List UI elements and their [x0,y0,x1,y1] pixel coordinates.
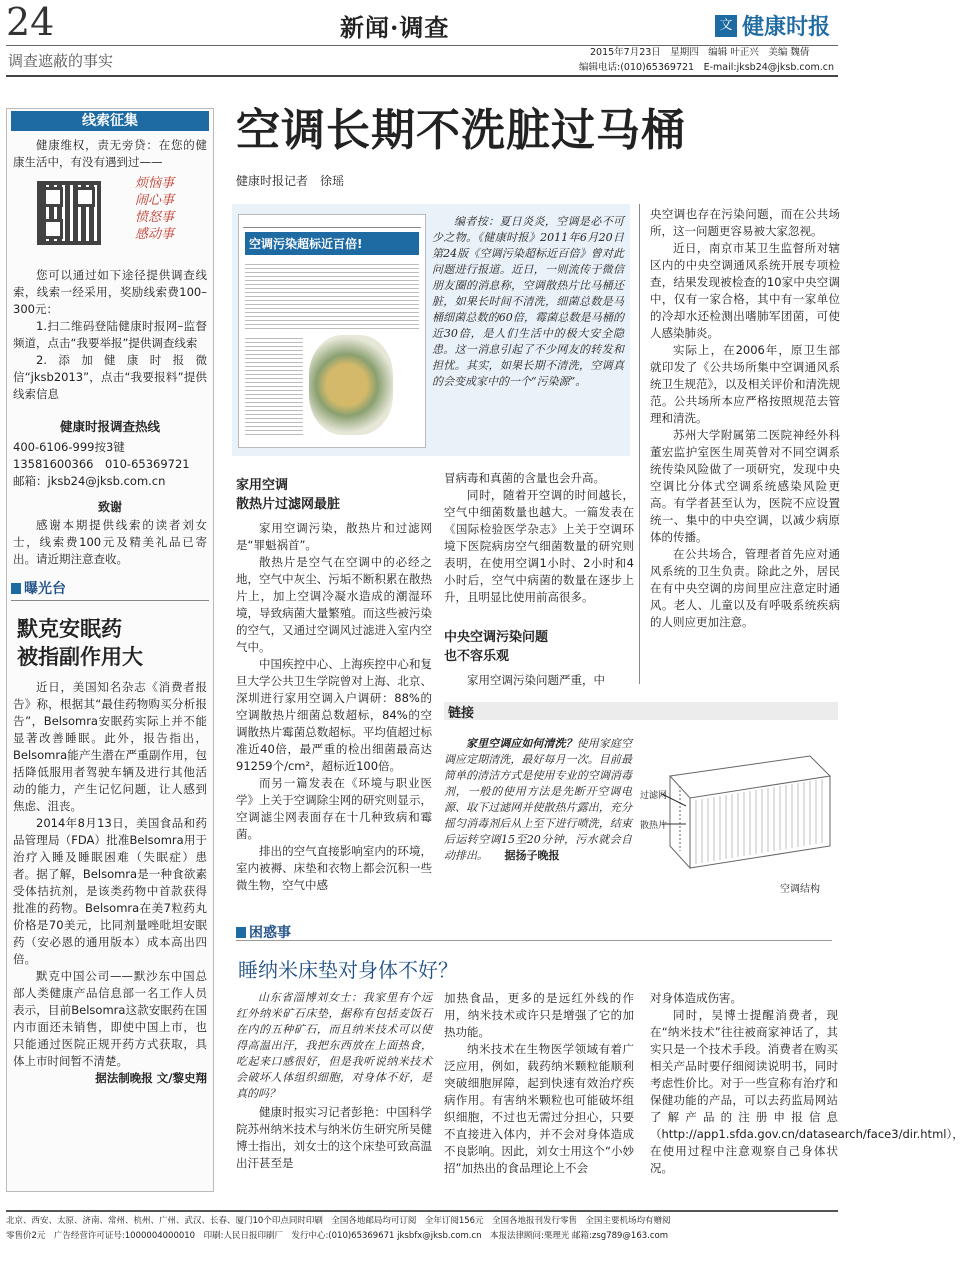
link-label: 链接 [448,706,475,721]
section-square-icon [236,927,246,938]
link-source: 据扬子晚报 [504,849,560,862]
story-paragraph: 同时，随着开空调的时间越长，空气中细菌数量也越大。一篇发表在《国际检验医学杂志》上关于空调环境下医院病房空气细菌数量的研究则表明，在使用空调1小时、2小时和4小时后，空气中病菌的数量在逐步上升，且明显比使用前高很多。 [444,488,634,604]
logo-text: 健康时报 [742,14,831,40]
hotline-phone[interactable]: 400-6106-999按3键 [13,440,125,454]
page-number: 24 [6,0,55,44]
tips-body [13,267,207,403]
puzzle-paragraph: 纳米技术在生物医学领域有着广泛应用，例如，载药纳米颗粒能顺利突破细胞屏障，起到快速有效治疗疾病作用。有害纳米颗粒也可能破坏组织细胞，不过也无需过分担心，只要不直接进入体内，并不会对身体造成不良影响。因此，刘女士用这个“小妙招”加热出的食品理论上不会 [444,1042,634,1175]
fins-pattern [696,779,822,864]
sub-headline-1: 家用空调 散热片过滤网最脏 [236,478,341,512]
diagram-caption: 空调结构 [780,884,820,895]
sidebar [6,108,214,1192]
hotline-title: 健康时报调查热线 [59,419,160,434]
column-divider [639,204,640,684]
sub-headline-2: 中央空调污染问题 也不容乐观 [444,630,549,664]
thanks-title: 致谢 [97,500,122,514]
puzzle-paragraph: 加热食品，更多的是远红外线的作用，纳米技术或许只是增强了它的加热功能。 [444,991,634,1039]
exposure-source: 据法制晚报 文/黎史翔 [95,1071,207,1085]
puzzle-label: 困惑事 [236,922,291,942]
exposure-paragraph: 近日，美国知名杂志《消费者报告》称，根据其“最佳药物购买分析报告”，Belsomra安眠药实际上并不能显著改善睡眠。此外，报告指出，Belsomra能产生潜在严重副作用，包括降低服用者驾驶车辆及进行其他活动的能力，产生记忆问题，让人感到焦虑、沮丧。 [13,680,207,813]
link-text: 家里空调应如何清洗？使用家庭空调应定期清洗，最好每月一次。目前最简单的清洁方式是使用专业的空调消毒剂，一般的使用方法是先断开空调电源、取下过滤网并使散热片露出，充分摇匀消毒剂后从上至下进行喷洗，结束后运转空调15至20分钟，污水就会自动排出。 据扬子晚报 [444,737,633,862]
emotion-item: 闹心事 [135,193,175,208]
puzzle-headline: 睡纳米床垫对身体不好？ [238,958,458,982]
exposure-label: 曝光台 [11,578,209,601]
header-rule-2 [6,75,838,77]
exposure-paragraph: 默克中国公司——默沙东中国总部人类健康产品信息部一名工作人员表示，目前Belsomra这款安眠药在国内市面还未销售，即使中国上市，也只能通过医院正规开药方式获取，具体上市时间暂不清楚。 [13,969,207,1068]
story-paragraph: 苏州大学附属第二医院神经外科董宏监护室医生周英曾对不同空调系统传染风险做了一项研究，发现中央空调比分体式空调系统感染风险更高。有学者甚至认为，医院不应设置统一、集中的中央空调，以减少病原体的传播。 [650,428,840,544]
exposure-paragraph: 2014年8月13日，美国食品和药品管理局（FDA）批准Belsomra用于治疗入睡及睡眠困难（失眠症）患者。据了解，Belsomra是一种食欲素受体拮抗剂，是该类药物中首款获得批准的药物。Belsomra在美7粒药丸价格是70美元，比同剂量唑吡坦安眠药（安必恩的通用版本）成本高出四倍。 [13,816,207,966]
tips-title: 线索征集 [11,111,209,131]
header-rule [6,45,838,46]
footer-line-1: 北京、西安、太原、济南、常州、杭州、广州、武汉、长春、厦门10个印点同时印刷 全国各地邮局均可订阅 全年订阅156元 全国各地报刊发行零售 全国主要机场均有赠阅 [6,1216,671,1226]
thanks-text: 感谢本期提供线索的读者刘女士，线索费100元及精美礼品已寄出。请近期注意查收。 [13,518,207,566]
logo [715,10,830,40]
story-paragraph: 家用空调污染，散热片和过滤网是“罪魁祸首”。 [236,521,432,552]
tips-paragraph: 您可以通过如下途径提供调查线索，线索一经采用，奖励线索费100–300元： [13,268,207,316]
page-subtitle: 调查遮蔽的事实 [8,52,114,70]
editor-note-box [232,204,630,456]
story-paragraph: 排出的空气直接影响室内的环境，室内被褥、床垫和衣物上都会沉积一些微生物，空气中感 [236,844,432,892]
exposure-body [13,679,207,1087]
editor-note: 编者按：夏日炎炎，空调是必不可少之物。《健康时报》2011年6月20日第24版《空调污染超标近百倍》曾对此问题进行报道。近日，一则流传于微信朋友圈的消息称，空调散热片比马桶还脏，如果长时间不清洗，细菌总数是马桶细菌总数的60倍，霉菌总数是马桶的近30倍，是人们生活中的极大安全隐患。这一消息引起了不少网友的转发和担忧。其实，如果长期不清洗，空调真的会变成家中的一个“污染源”。 [432,215,624,388]
story-column-1 [236,520,432,894]
qr-code-icon[interactable] [37,181,101,245]
puzzle-column-1 [236,990,432,1172]
puzzle-answer: 健康时报实习记者彭艳：中国科学院苏州纳米技术与纳米仿生研究所吴健博士指出，刘女士的这个床垫可致高温出汗甚至是 [236,1105,432,1170]
thumbnail-headline: 空调污染超标近百倍! [245,232,419,255]
emotion-item: 感动事 [135,227,175,242]
logo-icon: 文 [715,15,737,37]
footer-line-2: 零售价2元 广告经营许可证号:1000004000010 印刷:人民日报印刷厂 发行中心:(010)65369671 jksbfx@jksb.com.cn 本报法律顾问:栗理光 邮箱:zsg789@163.com [6,1231,669,1241]
footer-rule [6,1210,838,1212]
main-headline: 空调长期不洗脏过马桶 [236,105,686,156]
diagram-label: 散热片 [640,821,668,831]
puzzle-paragraph: 对身体造成伤害。 [650,991,742,1005]
story-column-2b [444,672,634,689]
puzzle-column-2 [444,990,634,1177]
section-title: 新闻·调查 [340,13,450,42]
newspaper-thumbnail [238,214,426,448]
contact-line: 编辑电话:(010)65369721 E-mail:jksb24@jksb.com.cn [579,62,834,73]
qr-block [7,175,213,275]
exposure-headline: 默克安眠药 被指副作用大 [17,616,143,669]
story-paragraph: 实际上，在2006年，原卫生部就印发了《公共场所集中空调通风系统卫生规范》，以及相关评价和清洗规范。公共场所本应严格按照规范去管理和清洗。 [650,343,840,425]
emotion-item: 烦恼事 [135,176,175,191]
hotline-phone[interactable]: 13581600366 010-65369721 [13,457,190,471]
ac-diagram [640,736,836,896]
link-title: 家里空调应如何清洗？ [466,737,577,750]
main-byline: 健康时报记者 徐瑶 [236,174,345,188]
story-paragraph: 中国疾控中心、上海疾控中心和复旦大学公共卫生学院曾对上海、北京、深圳进行家用空调入户调研：88%的空调散热片细菌总数超标，84%的空调散热片霉菌总数超标。平均值超过标准近40倍，最严重的检出细菌最高达91259个/cm²，超标近100倍。 [236,657,432,773]
emotion-list [135,175,174,243]
date-line: 2015年7月23日 星期四 编辑 叶正兴 美编 魏倩 [590,47,810,58]
emotion-item: 愤怒事 [135,210,175,225]
story-paragraph: 散热片是空气在空调中的必经之地，空气中灰尘、污垢不断积累在散热片上，加上空调冷凝水造成的潮湿环境，导致病菌大量繁殖。而这些被污染的空气，又通过空调风过滤进入室内空气中。 [236,555,432,654]
hotline-email[interactable]: 邮箱：jksb24@jksb.com.cn [13,474,166,488]
puzzle-column-3 [650,990,964,1177]
tips-item: 1.扫二维码登陆健康时报网–监督频道，点击“我要举报”提供调查线索 [13,319,207,350]
story-paragraph: 冒病毒和真菌的含量也会升高。 [444,471,605,485]
tips-intro: 健康维权，责无旁贷：在您的健康生活中，有没有遇到过—— [13,138,207,169]
story-column-3 [650,206,840,631]
story-paragraph: 而另一篇发表在《环境与职业医学》上关于空调除尘网的研究则显示，空调滤尘网表面存在十几种致病和霉菌。 [236,776,432,841]
link-bar [444,702,838,720]
story-paragraph: 家用空调污染问题严重，中 [467,673,605,687]
story-paragraph: 央空调也存在污染问题，而在公共场所，这一问题更容易被大家忽视。 [650,207,840,238]
section-square-icon [11,583,21,594]
tips-item: 2.添加健康时报微信“jksb2013”，点击“我要报料”提供线索信息 [13,353,207,401]
puzzle-paragraph: 同时，吴博士提醒消费者，现在“纳米技术”往往被商家神话了，其实只是一个技术手段。消费者在购买相关产品时要仔细阅读说明书，同时考虑性价比。对于一些宣称有治疗和保健功能的产品，可以去药监局网站了解产品的注册申报信息（http://app1.sfda.gov.cn/datasearch/face3/dir.html），在使用过程中注意观察自己身体状况。 [650,1008,964,1175]
story-column-2 [444,470,634,606]
puzzle-rule [236,940,832,941]
thumbnail-photo [309,335,393,435]
story-paragraph: 在公共场合，管理者首先应对通风系统的卫生负责。除此之外，居民在有中央空调的房间里应注意定时通风。老人、儿童以及有呼吸系统疾病的人则应更加注意。 [650,547,840,629]
diagram-label: 过滤网 [640,791,668,801]
story-paragraph: 近日，南京市某卫生监督所对辖区内的中央空调通风系统开展专项检查，结果发现被检查的10家中央空调中，仅有一家合格，其中有一家单位的冷却水还检测出嗜肺军团菌，可使人感染肺炎。 [650,241,840,340]
puzzle-question: 山东省淄博刘女士：我家里有个远红外纳米矿石床垫，据称有包括麦饭石在内的五种矿石，而且纳米技术可以使得高温出汗，我把东西放在上面热食，吃起来口感很好，但是我听说纳米技术会破坏人体组织细胞，对身体不好，是真的吗？ [236,991,432,1100]
